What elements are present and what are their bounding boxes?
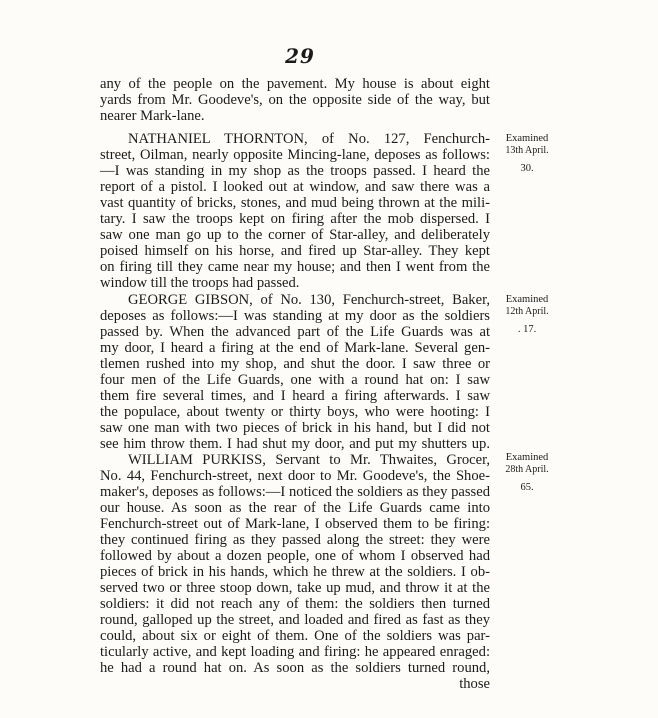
text-line: tary. I saw the troops kept on firing after the mob dispersed. I: [100, 211, 490, 227]
text-line: street, Oilman, nearly opposite Mincing-lane, deposes as follows:: [100, 147, 490, 163]
text-line: he had a round hat on. As soon as the soldiers turned round,: [100, 660, 490, 676]
text-line: GEORGE GIBSON, of No. 130, Fenchurch-street, Baker,: [128, 292, 490, 308]
text-line: the populace, about twenty or thirty boys, who were hooting: I: [100, 404, 490, 420]
text-line: WILLIAM PURKISS, Servant to Mr. Thwaites, Grocer,: [128, 452, 490, 468]
margin-note-date: 13th April.: [505, 145, 549, 156]
paragraph-gibson: [100, 292, 490, 452]
text-line: on firing till they came near my house; and then I went from the: [100, 259, 490, 275]
margin-note-examined: Examined: [505, 133, 549, 144]
text-line: report of a pistol. I looked out at window, and saw there was a: [100, 179, 490, 195]
text-line: vast quantity of bricks, stones, and mud being thrown at the mili-: [100, 195, 490, 211]
text-line: No. 44, Fenchurch-street, next door to Mr. Goodeve's, the Shoe-: [100, 468, 490, 484]
margin-note-number: 65.: [520, 482, 534, 493]
margin-note-thornton: [497, 133, 557, 175]
catchword: those: [459, 676, 490, 692]
text-line: four men of the Life Guards, one with a round hat on: I saw: [100, 372, 490, 388]
text-line: maker's, deposes as follows:—I noticed the soldiers as they passed: [100, 484, 490, 500]
paragraph-continuation: [100, 76, 490, 124]
text-line: saw one man go up to the corner of Star-alley, and deliberately: [100, 227, 490, 243]
text-line: Fenchurch-street out of Mark-lane, I observed them to be firing:: [100, 516, 490, 532]
text-line: could, about six or eight of them. One of the soldiers was par-: [100, 628, 490, 644]
text-line: our house. As soon as the rear of the Life Guards came into: [100, 500, 490, 516]
text-line: they continued firing as they passed along the street: they were: [100, 532, 490, 548]
text-line: nearer Mark-lane.: [100, 108, 205, 124]
paragraph-thornton: [100, 131, 490, 291]
text-line: round, galloped up the street, and loaded and fired as fast as they: [100, 612, 490, 628]
text-line: poised himself on his horse, and fired up Star-alley. They kept: [100, 243, 490, 259]
text-line: ticularly active, and kept loading and firing: he appeared enraged:: [100, 644, 490, 660]
margin-note-examined: Examined: [505, 294, 549, 305]
text-line: NATHANIEL THORNTON, of No. 127, Fenchurch-: [128, 131, 490, 147]
text-line: see him throw them. I had shut my door, and put my shutters up.: [100, 436, 490, 452]
text-line: followed by about a dozen people, one of whom I observed had: [100, 548, 490, 564]
text-line: passed by. When the advanced part of the Life Guards was at: [100, 324, 490, 340]
text-line: saw one man with two pieces of brick in his hand, but I did not: [100, 420, 490, 436]
text-line: deposes as follows:—I was standing at my door as the soldiers: [100, 308, 490, 324]
margin-note-purkiss: [497, 452, 557, 494]
margin-note-number: 30.: [520, 163, 534, 174]
margin-note-examined: Examined: [505, 452, 549, 463]
text-line: soldiers: it did not reach any of them: the soldiers then turned: [100, 596, 490, 612]
text-line: yards from Mr. Goodeve's, on the opposite side of the way, but: [100, 92, 490, 108]
paragraph-purkiss: [100, 452, 490, 692]
text-line: —I was standing in my shop as the troops passed. I heard the: [100, 163, 490, 179]
text-line: window till the troops had passed.: [100, 275, 300, 291]
margin-note-gibson: [497, 294, 557, 336]
text-line: served two or three stoop down, take up mud, and throw it at the: [100, 580, 490, 596]
text-line: my door, I heard a firing at the end of Mark-lane. Several gen-: [100, 340, 490, 356]
text-line: any of the people on the pavement. My house is about eight: [100, 76, 490, 92]
margin-note-number: . 17.: [517, 324, 537, 335]
page-number: 29: [285, 44, 315, 68]
margin-note-date: 12th April.: [505, 306, 549, 317]
text-line: them fire several times, and I heard a firing afterwards. I saw: [100, 388, 490, 404]
text-line: tlemen rushed into my shop, and shut the door. I saw three or: [100, 356, 490, 372]
text-line: pieces of brick in his hands, which he threw at the soldiers. I ob-: [100, 564, 490, 580]
margin-note-date: 28th April.: [505, 464, 549, 475]
